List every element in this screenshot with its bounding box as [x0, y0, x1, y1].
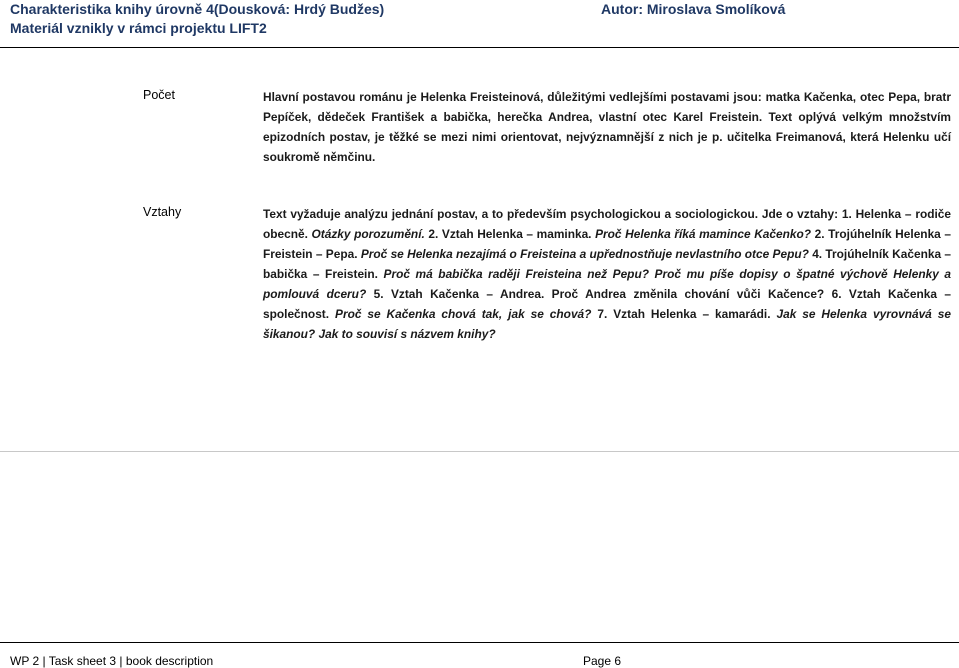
row-text-italic: Proč se Kačenka chová tak, jak se chová?: [335, 307, 592, 321]
row-text-italic: Proč má babička raději Freisteina než Pepu? Proč mu píše dopisy o špatné výchově Helenky a pomlouvá dceru?: [263, 267, 951, 301]
row-text-italic: Proč Helenka říká mamince Kačenko?: [595, 227, 812, 241]
row-body-pocet: [263, 87, 951, 167]
row-text: 4. Trojúhelník Kačenka – babička – Freistein.: [263, 247, 951, 281]
header-title-block: [10, 0, 384, 38]
row-text: Text vyžaduje analýzu jednání postav, a to především psychologickou a sociologickou. Jde o vztahy: 1. Helenka – rodiče obecně.: [263, 207, 951, 241]
row-text-italic: Otázky porozumění.: [311, 227, 425, 241]
row-text: 2. Vztah Helenka – maminka.: [424, 227, 596, 241]
row-text-italic: Jak se Helenka vyrovnává se šikanou? Jak to souvisí s názvem knihy?: [263, 307, 951, 341]
header-title-line1: Charakteristika knihy úrovně 4(Dousková: Hrdý Budžes): [10, 1, 385, 17]
row-text: Hlavní postavou románu je Helenka Freisteinová, důležitými vedlejšími postavami jsou: matka Kačenka, otec Pepa, bratr Pepíček, dědeček František a babička, herečka Andrea, vlastní otec Karel Freistein. Text oplývá velkým množstvím epizodních postav, je těžké se mezi nimi orientovat, nejvýznamnější z nich je p. učitelka Freimanová, která Helenku učí soukromě němčinu.: [263, 90, 951, 164]
table-divider: [0, 451, 959, 452]
footer-page-number: Page 6: [583, 654, 622, 668]
row-body-vztahy: [263, 204, 951, 344]
header-title-line2: Materiál vznikly v rámci projektu LIFT2: [10, 20, 267, 36]
header-rule: [0, 47, 959, 48]
page-header: [0, 0, 959, 44]
row-label-vztahy: Vztahy: [143, 205, 182, 219]
row-text: 2. Trojúhelník Helenka – Freistein – Pepa.: [263, 227, 952, 261]
row-text-italic: Proč se Helenka nezajímá o Freisteina a upřednostňuje nevlastního otce Pepu?: [360, 247, 809, 261]
footer-rule: [0, 642, 959, 643]
row-text: 7. Vztah Helenka – kamarádi.: [591, 307, 777, 321]
row-text: 5. Vztah Kačenka – Andrea. Proč Andrea změnila chování vůči Kačence? 6. Vztah Kačenka – společnost.: [263, 287, 951, 321]
row-label-pocet: Počet: [143, 88, 175, 102]
footer-left: WP 2 | Task sheet 3 | book description: [10, 654, 214, 668]
header-author: Autor: Miroslava Smolíková: [601, 1, 786, 17]
